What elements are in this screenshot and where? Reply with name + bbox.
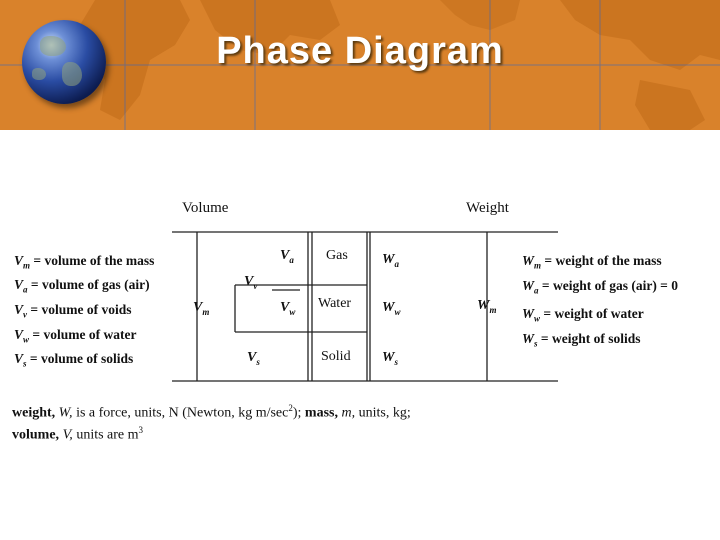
def-volume-voids: $V_v$ = volume of voids (14, 302, 132, 320)
weight-header: Weight (466, 200, 509, 216)
def-weight-gas: $W_a$ = weight of gas (air) = 0 (522, 278, 679, 296)
footnote-line-2: volume, V, units are $m^3$ (12, 425, 144, 443)
volume-header: Volume (182, 200, 229, 216)
def-volume-mass: $V_m$ = volume of the mass (14, 253, 155, 271)
volume-symbol: V, (62, 427, 73, 443)
mass-text: units, kg; (358, 405, 411, 421)
def-volume-water: $V_w$ = volume of water (14, 327, 137, 345)
symbol-vw: $V_w$ (280, 300, 296, 317)
symbol-vm: $V_m$ (193, 300, 210, 317)
volume-text: units are m (76, 427, 139, 443)
footnote-line-1: weight, W, is a force, units, N (Newton, kg $m/\sec^2$); mass, m, units, kg; (12, 403, 411, 421)
gas-phase-label: Gas (326, 248, 348, 263)
weight-symbol: W, (58, 405, 73, 421)
weight-text: is a force, units, N (Newton, kg m/sec (76, 405, 289, 421)
mass-symbol: m, (341, 405, 356, 421)
symbol-ww: $W_w$ (382, 300, 401, 317)
symbol-wm: $W_m$ (477, 298, 497, 315)
page-title: Phase Diagram (216, 30, 504, 72)
symbol-vs: $V_s$ (247, 350, 260, 367)
weight-label: weight, (12, 405, 56, 421)
mass-label: mass, (304, 405, 338, 421)
def-weight-solids: $W_s$ = weight of solids (522, 331, 641, 349)
def-weight-mass: $W_m$ = weight of the mass (522, 253, 662, 271)
symbol-va: $V_a$ (280, 248, 294, 265)
water-phase-label: Water (318, 296, 352, 311)
def-weight-water: $W_w$ = weight of water (522, 306, 644, 324)
def-volume-solids: $V_s$ = volume of solids (14, 351, 134, 369)
symbol-ws: $W_s$ (382, 350, 398, 367)
volume-label: volume, (12, 427, 60, 443)
def-volume-gas: $V_a$ = volume of gas (air) (14, 277, 150, 295)
symbol-vv: $V_v$ (244, 274, 258, 291)
symbol-wa: $W_a$ (382, 252, 399, 269)
solid-phase-label: Solid (321, 349, 351, 364)
